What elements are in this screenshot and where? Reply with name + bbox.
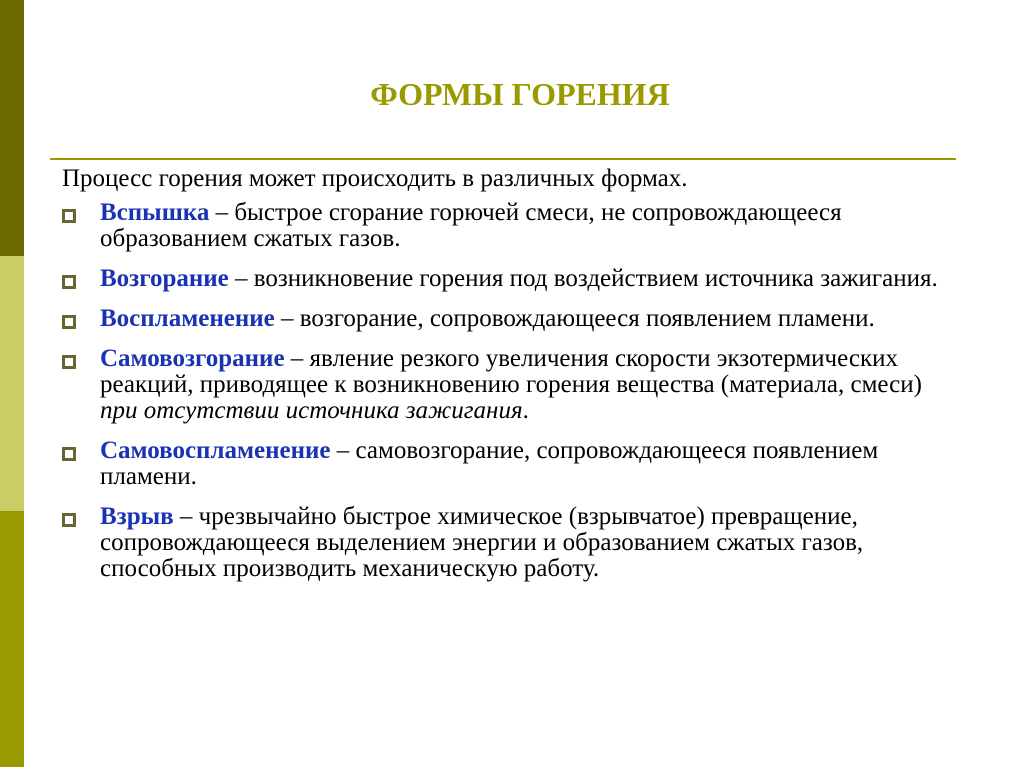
square-bullet-icon (62, 355, 76, 369)
term: Воспламенение (100, 305, 275, 332)
definition: – самовозгорание, сопровождающееся появлением пламени. (100, 437, 879, 490)
list-item (62, 306, 962, 332)
intro-text: Процесс горения может происходить в различных формах. (62, 165, 688, 192)
term: Самовоспламенение (100, 437, 331, 464)
term: Взрыв (100, 503, 174, 530)
term: Самовозгорание (100, 345, 285, 372)
square-bullet-icon (62, 209, 76, 223)
definition: – явление резкого увеличения скорости экзотермических реакций, приводящее к возникновению горения вещества (материала, смеси) (100, 345, 922, 398)
square-bullet-icon (62, 447, 76, 461)
term: Возгорание (100, 265, 229, 292)
list-item (62, 504, 962, 582)
slide-body (62, 166, 962, 596)
list-item (62, 200, 962, 252)
definition-tail: . (522, 397, 529, 424)
square-bullet-icon (62, 315, 76, 329)
square-bullet-icon (62, 513, 76, 527)
definition: – возникновение горения под воздействием источника зажигания. (228, 265, 938, 292)
definition: – возгорание, сопровождающееся появлением пламени. (274, 305, 875, 332)
term: Вспышка (100, 199, 210, 226)
side-stripe-bottom (0, 511, 24, 767)
definition: – быстрое сгорание горючей смеси, не сопровождающееся образованием сжатых газов. (100, 199, 842, 252)
definition: – чрезвычайно быстрое химическое (взрывчатое) превращение, сопровождающееся выделением энергии и образованием сжатых газов, способных производить механическую работу. (100, 503, 864, 582)
side-stripe-top (0, 0, 24, 256)
slide-title: ФОРМЫ ГОРЕНИЯ (370, 76, 670, 112)
list-item (62, 346, 962, 424)
list-item (62, 438, 962, 490)
square-bullet-icon (62, 275, 76, 289)
list-item (62, 266, 962, 292)
definition-emphasis: при отсутствии источника зажигания (100, 397, 523, 424)
bullet-list (62, 200, 962, 582)
title-divider (50, 158, 956, 160)
side-stripe-middle (0, 256, 24, 511)
